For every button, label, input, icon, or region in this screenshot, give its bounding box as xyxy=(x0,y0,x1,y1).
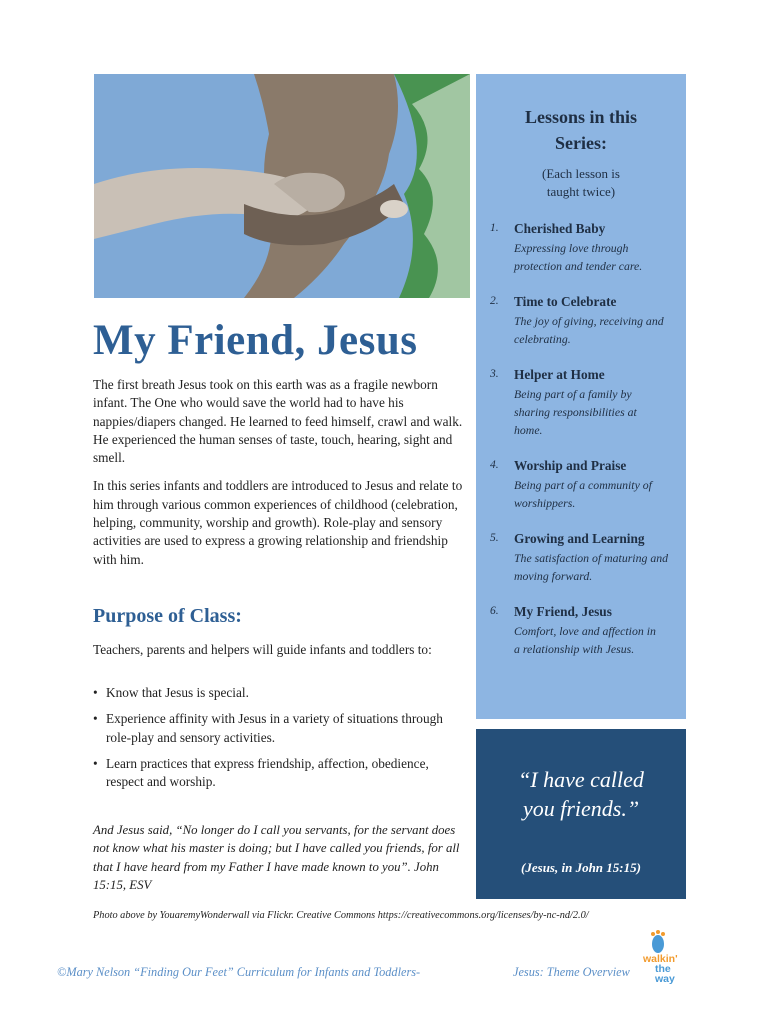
purpose-list xyxy=(93,684,463,799)
list-item xyxy=(93,684,463,702)
bullet-icon: • xyxy=(93,755,98,771)
lesson-description: Being part of a family by sharing responsibilities at home. xyxy=(514,387,637,437)
lesson-number: 3. xyxy=(490,368,499,380)
lesson-name: Worship and Praise xyxy=(514,458,627,473)
quote-text: “I have called you friends.” xyxy=(518,767,644,821)
hand-holding-photo xyxy=(94,74,470,298)
intro-paragraph: In this series infants and toddlers are introduced to Jesus and relate to him through various common experiences of childhood (celebration, helping, community, worship and growth). Role-play and sensory activities are used to express a growing relationship and friendship with him. xyxy=(93,478,463,567)
logo-line2: the way xyxy=(655,963,675,985)
intro-paragraph: The first breath Jesus took on this earth was as a fragile newborn infant. The One who would save the world had to have his nappies/diapers changed. He learned to feed himself, crawl and walk. He experienced the human senses of taste, touch, hearing, sight and smell. xyxy=(93,377,463,466)
lesson-description: The joy of giving, receiving and celebrating. xyxy=(514,314,664,346)
lesson-description: Being part of a community of worshippers. xyxy=(514,478,652,510)
lesson-name: Growing and Learning xyxy=(514,531,645,546)
bullet-icon: • xyxy=(93,711,98,727)
lesson-name: Cherished Baby xyxy=(514,221,606,236)
sidebar-title: Lessons in this Series: xyxy=(524,107,638,153)
lesson-number: 4. xyxy=(490,459,499,471)
list-item-text: Experience affinity with Jesus in a variety of situations through role-play and sensory activities. xyxy=(106,711,443,745)
lesson-number: 6. xyxy=(490,605,499,617)
quote-box xyxy=(476,729,686,899)
lesson-number: 2. xyxy=(490,295,499,307)
lesson-description: The satisfaction of maturing and moving forward. xyxy=(514,551,669,583)
purpose-intro: Teachers, parents and helpers will guide infants and toddlers to: xyxy=(93,642,432,657)
footer-doc-title: Jesus: Theme Overview xyxy=(513,965,630,979)
lesson-name: Time to Celebrate xyxy=(514,294,617,309)
quote-reference: (Jesus, in John 15:15) xyxy=(521,860,641,875)
lessons-sidebar xyxy=(476,74,686,719)
lesson-name: Helper at Home xyxy=(514,367,605,382)
lesson-number: 5. xyxy=(490,532,499,544)
photo-credit: Photo above by YouaremyWonderwall via Flickr. Creative Commons https://creativecommons.org/licenses/by-nc-nd/2.0/ xyxy=(93,910,589,921)
bible-verse: And Jesus said, “No longer do I call you servants, for the servant does not know what his master is doing; but I have called you friends, for all that I have heard from my Father I have made known to you”. John 15:15, ESV xyxy=(93,823,460,892)
logo-text xyxy=(643,954,690,984)
lesson-description: Comfort, love and affection in a relationship with Jesus. xyxy=(514,624,656,656)
intro-text xyxy=(93,376,473,579)
page-title: My Friend, Jesus xyxy=(93,317,418,364)
list-item xyxy=(93,755,463,792)
list-item-text: Learn practices that express friendship, affection, obedience, respect and worship. xyxy=(106,755,429,790)
bullet-icon: • xyxy=(93,685,98,700)
lesson-name: My Friend, Jesus xyxy=(514,604,612,619)
lesson-description: Expressing love through protection and tender care. xyxy=(514,241,643,273)
sidebar-subtitle: (Each lesson is taught twice) xyxy=(542,166,620,199)
lesson-number: 1. xyxy=(490,222,499,234)
logo-line1: walkin' xyxy=(643,953,678,965)
walkin-the-way-logo xyxy=(640,928,690,985)
purpose-heading: Purpose of Class: xyxy=(93,605,242,627)
list-item xyxy=(93,710,463,747)
list-item-text: Know that Jesus is special. xyxy=(106,685,249,700)
footer-copyright: ©Mary Nelson “Finding Our Feet” Curriculum for Infants and Toddlers- xyxy=(57,965,421,979)
